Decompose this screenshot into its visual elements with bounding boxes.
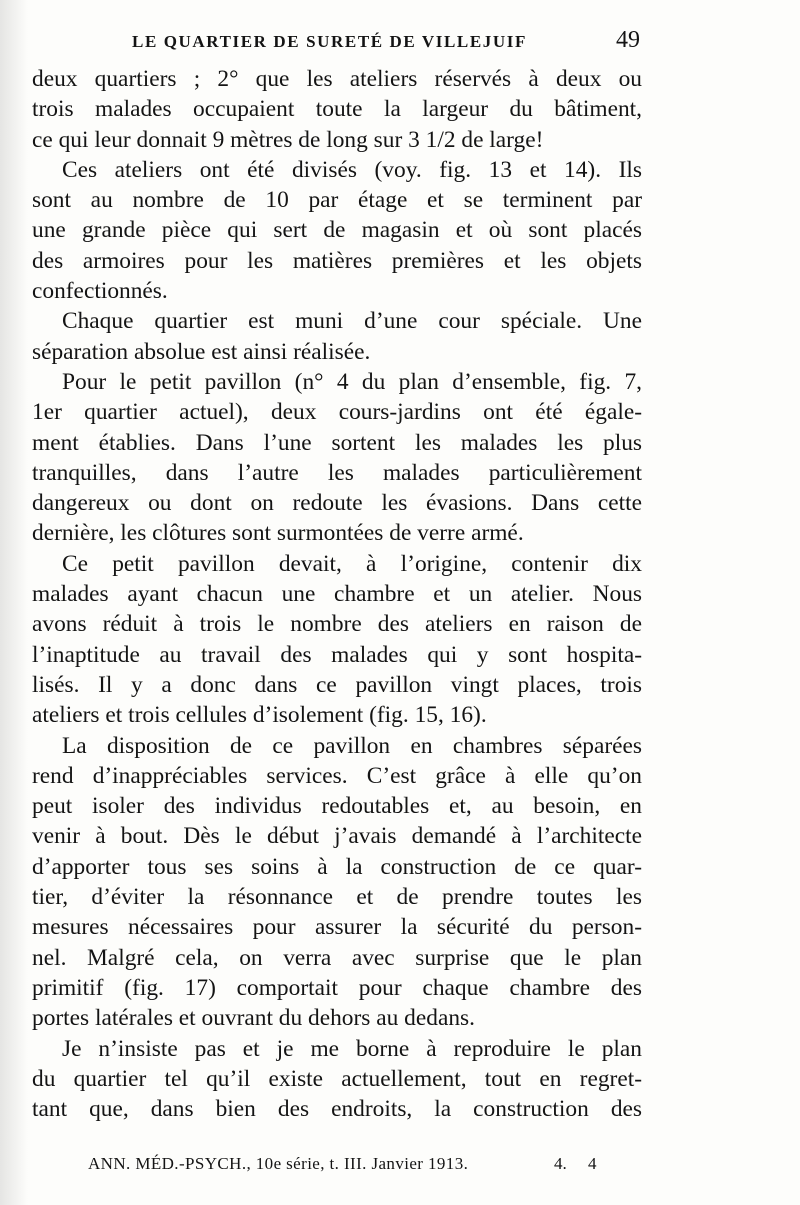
text-line: malades ayant chacun une chambre et un atelier. Nous (32, 581, 642, 608)
text-line: 1er quartier actuel), deux cours-jardins ont été égale- (32, 399, 642, 426)
text-line: des armoires pour les matières premières et les objets (32, 247, 642, 274)
text-line: ment établies. Dans l’une sortent les malades les plus (32, 429, 642, 456)
text-line: trois malades occupaient toute la largeur du bâtiment, (32, 96, 642, 123)
page-header (120, 24, 640, 60)
body-text (32, 64, 642, 1124)
text-line: une grande pièce qui sert de magasin et où sont placés (32, 217, 642, 244)
text-line: avons réduit à trois le nombre des ateliers en raison de (32, 611, 642, 638)
text-line: dernière, les clôtures sont surmontées de verre armé. (32, 520, 524, 547)
text-line: d’apporter tous ses soins à la construction de ce quar- (32, 853, 642, 880)
text-line: primitif (fig. 17) comportait pour chaque chambre des (32, 974, 642, 1001)
text-line: Ce petit pavillon devait, à l’origine, contenir dix (62, 550, 642, 577)
text-line: ateliers et trois cellules d’isolement (fig. 15, 16). (32, 702, 487, 729)
text-line: portes latérales et ouvrant du dehors au dedans. (32, 1005, 475, 1032)
page-edge-shadow (0, 0, 28, 1205)
text-line: deux quartiers ; 2° que les ateliers réservés à deux ou (32, 66, 642, 92)
page-footer (88, 1152, 608, 1178)
text-line: ce qui leur donnait 9 mètres de long sur 3 1/2 de large! (32, 126, 544, 153)
text-line: dangereux ou dont on redoute les évasions. Dans cette (32, 490, 642, 517)
text-line: Ces ateliers ont été divisés (voy. fig. 13 et 14). Ils (62, 156, 642, 183)
text-line: lisés. Il y a donc dans ce pavillon vingt places, trois (32, 671, 642, 698)
text-line: Chaque quartier est muni d’une cour spéciale. Une (62, 308, 642, 335)
text-line: tranquilles, dans l’autre les malades particulièrement (32, 459, 642, 486)
text-line: séparation absolue est ainsi réalisée. (32, 338, 371, 365)
page-number: 49 (616, 27, 640, 53)
footer-citation: ANN. MÉD.-PSYCH., 10e série, t. III. Janvier 1913. (88, 1154, 469, 1173)
text-line: du quartier tel qu’il existe actuellement, tout en regret- (32, 1065, 642, 1092)
text-line: Je n’insiste pas et je me borne à reproduire le plan (62, 1035, 642, 1062)
text-line: La disposition de ce pavillon en chambres séparées (62, 732, 642, 759)
footer-signature-mark: 4. (554, 1154, 567, 1173)
text-line: l’inaptitude au travail des malades qui y sont hospita- (32, 641, 642, 668)
footer-signature-number: 4 (588, 1154, 597, 1173)
text-line: confectionnés. (32, 278, 168, 305)
text-line: tier, d’éviter la résonnance et de prendre toutes les (32, 884, 642, 911)
text-line: tant que, dans bien des endroits, la construction des (32, 1096, 642, 1123)
text-line: peut isoler des individus redoutables et, au besoin, en (32, 793, 642, 820)
running-title: LE QUARTIER DE SURETÉ DE VILLEJUIF (132, 32, 527, 51)
text-line: Pour le petit pavillon (n° 4 du plan d’ensemble, fig. 7, (62, 368, 642, 395)
text-line: rend d’inappréciables services. C’est grâce à elle qu’on (32, 762, 642, 789)
text-line: venir à bout. Dès le début j’avais demandé à l’architecte (32, 823, 642, 850)
text-line: sont au nombre de 10 par étage et se terminent par (32, 187, 642, 214)
text-line: mesures nécessaires pour assurer la sécurité du person- (32, 914, 642, 941)
text-line: nel. Malgré cela, on verra avec surprise que le plan (32, 944, 642, 971)
